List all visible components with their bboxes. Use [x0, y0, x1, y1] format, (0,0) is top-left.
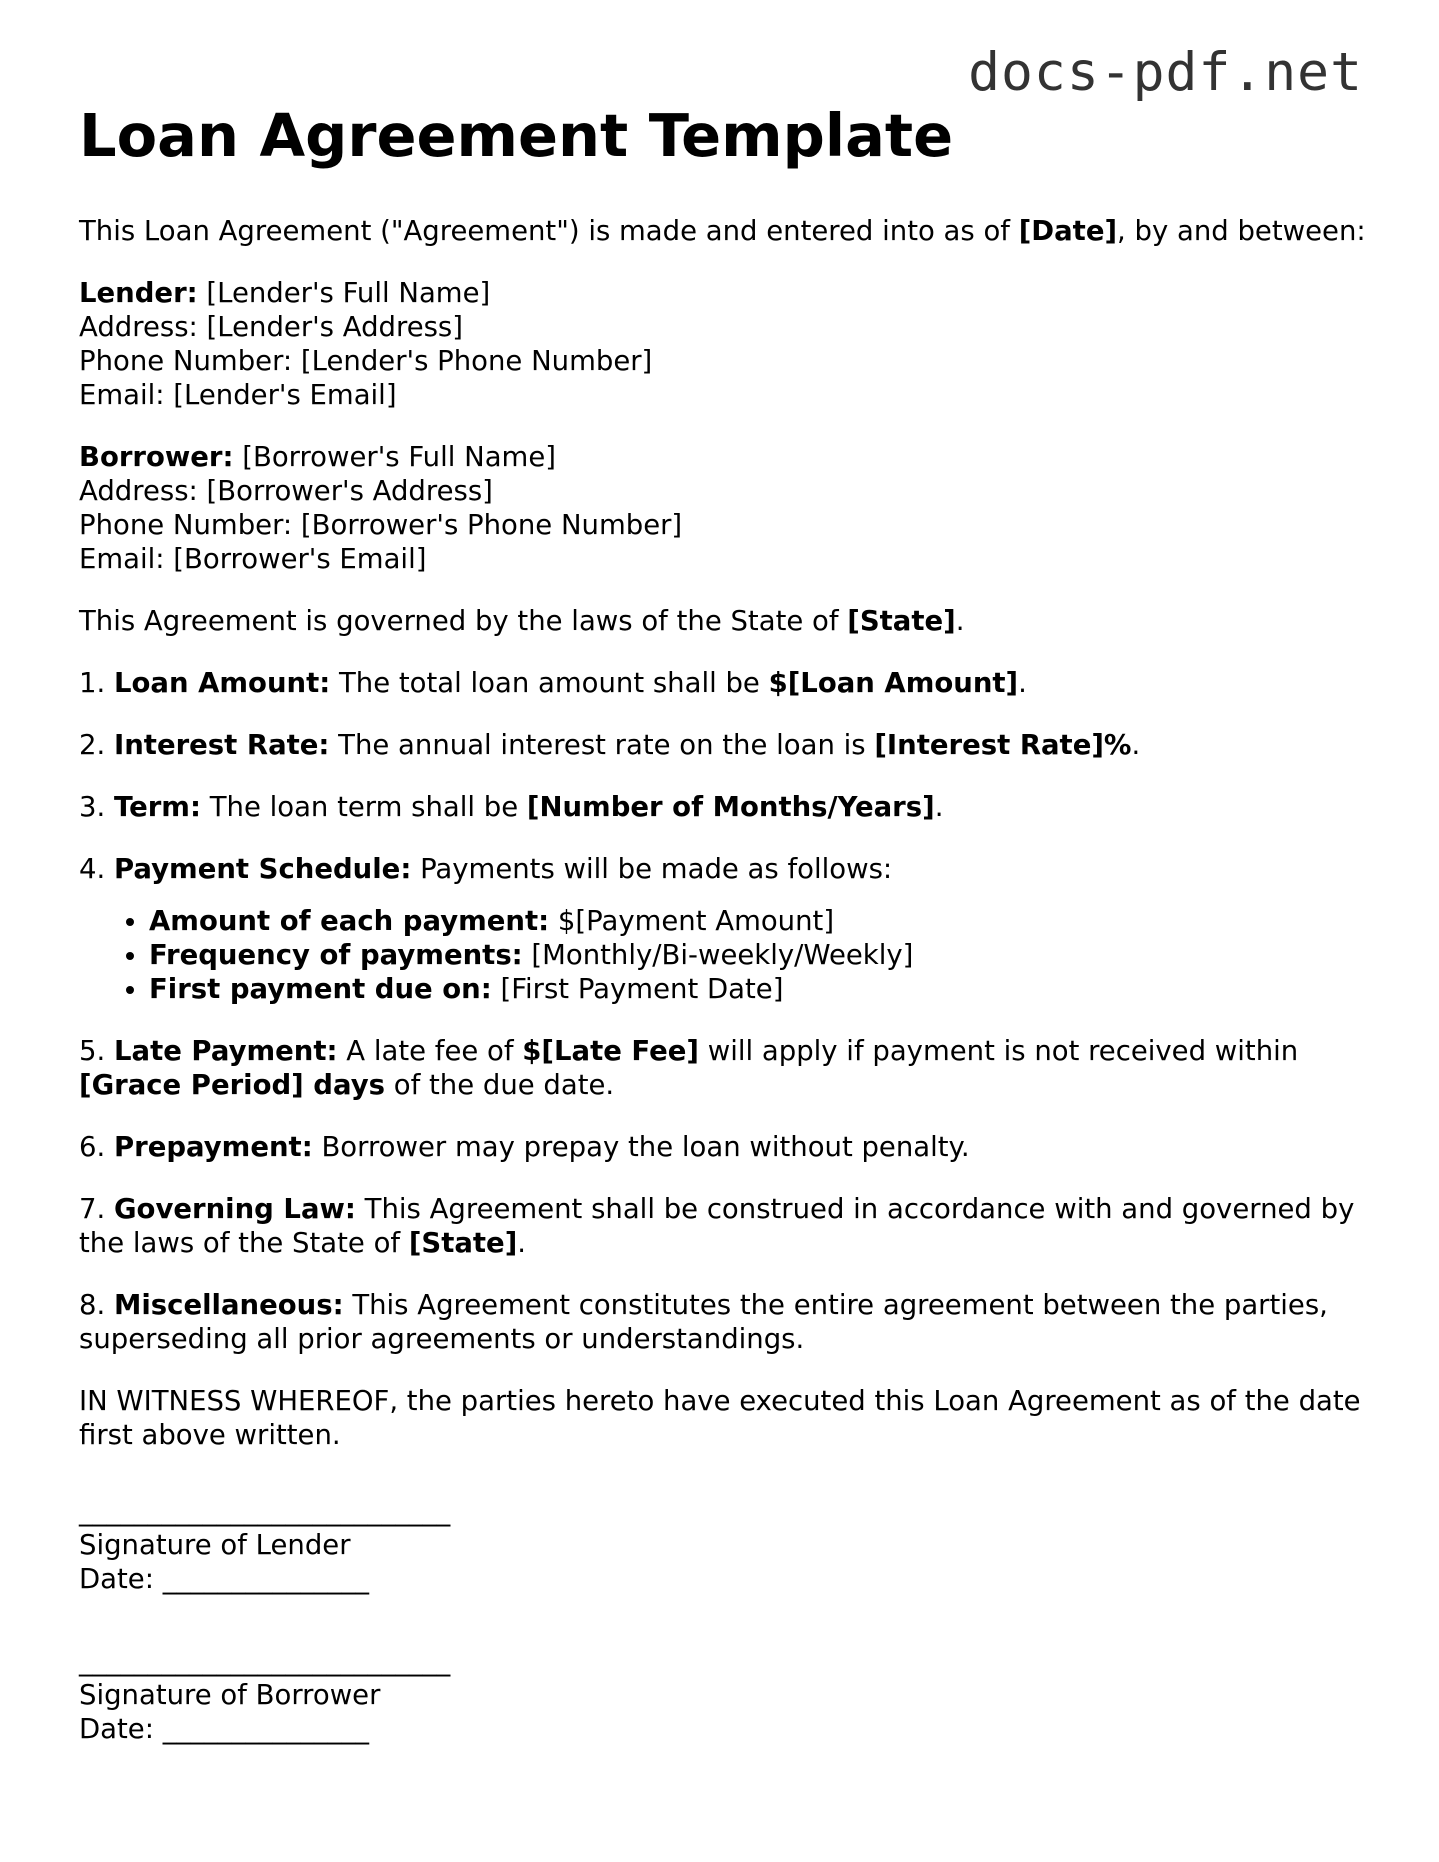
list-item [149, 904, 1369, 938]
clause-text-2: will apply if payment is not received within [698, 1035, 1299, 1067]
clause-late-payment [79, 1034, 1369, 1102]
clause-number: 5. [79, 1035, 114, 1067]
clause-loan-amount [79, 666, 1369, 700]
clause-prepayment [79, 1130, 1369, 1164]
clause-value: $[Loan Amount] [768, 667, 1019, 699]
governed-state: [State] [847, 605, 956, 637]
clause-payment-schedule [79, 852, 1369, 886]
clause-interest-rate [79, 728, 1369, 762]
list-item-value: $[Payment Amount] [549, 905, 835, 937]
signature-spacer [79, 1596, 1369, 1644]
lender-address: Address: [Lender's Address] [79, 311, 463, 343]
list-item-value: [First Payment Date] [491, 973, 784, 1005]
document-body [79, 100, 1369, 1746]
clause-text: The annual interest rate on the loan is [329, 729, 875, 761]
list-item-label: First payment due on: [149, 973, 492, 1005]
clause-text: A late fee of [337, 1035, 523, 1067]
clause-text: Payments will be made as follows: [411, 853, 893, 885]
lender-name-line [79, 276, 1369, 310]
intro-paragraph [79, 214, 1369, 248]
borrower-signature-block [79, 1644, 1369, 1746]
clause-value: [Interest Rate]% [874, 729, 1132, 761]
lender-email: Email: [Lender's Email] [79, 379, 397, 411]
borrower-email: Email: [Borrower's Email] [79, 543, 427, 575]
clause-number: 6. [79, 1131, 114, 1163]
clause-end: . [1131, 729, 1141, 761]
clause-label: Miscellaneous: [113, 1289, 344, 1321]
clause-number: 2. [79, 729, 114, 761]
clause-text: The total loan amount shall be [330, 667, 769, 699]
borrower-date-line: Date: _______________ [79, 1713, 369, 1745]
clause-miscellaneous [79, 1288, 1369, 1356]
witness-paragraph: IN WITNESS WHEREOF, the parties hereto have executed this Loan Agreement as of the date first above written. [79, 1385, 1361, 1451]
clause-label: Term: [113, 791, 201, 823]
borrower-signature-label: Signature of Borrower [79, 1679, 381, 1711]
clause-number: 1. [79, 667, 114, 699]
clause-value: [Number of Months/Years] [526, 791, 935, 823]
clause-end: . [517, 1227, 527, 1259]
watermark: docs-pdf.net [968, 42, 1363, 103]
clause-end: of the due date. [385, 1069, 615, 1101]
lender-date-line: Date: _______________ [79, 1563, 369, 1595]
clause-end: . [1018, 667, 1027, 699]
governed-text: This Agreement is governed by the laws of the State of [79, 605, 848, 637]
borrower-address: Address: [Borrower's Address] [79, 475, 493, 507]
lender-label: Lender: [79, 277, 198, 309]
lender-block [79, 276, 1369, 412]
borrower-name-line [79, 440, 1369, 474]
payment-schedule-list [79, 904, 1369, 1006]
lender-name: [Lender's Full Name] [197, 277, 491, 309]
document-title: Loan Agreement Template [79, 101, 954, 170]
clause-text: Borrower may prepay the loan without penalty. [312, 1131, 970, 1163]
clause-governing-law [79, 1192, 1369, 1260]
lender-signature-line: ___________________________ [79, 1495, 451, 1527]
clause-label: Payment Schedule: [113, 853, 412, 885]
lender-signature-block [79, 1494, 1369, 1596]
list-item [149, 972, 1369, 1006]
borrower-signature-line: ___________________________ [79, 1645, 451, 1677]
borrower-block [79, 440, 1369, 576]
governed-end: . [955, 605, 965, 637]
clause-label: Loan Amount: [113, 667, 331, 699]
date-placeholder: [Date] [1018, 215, 1118, 247]
clause-number: 4. [79, 853, 114, 885]
governed-paragraph [79, 604, 1369, 638]
borrower-name: [Borrower's Full Name] [233, 441, 556, 473]
borrower-phone: Phone Number: [Borrower's Phone Number] [79, 509, 683, 541]
clause-label: Governing Law: [113, 1193, 356, 1225]
intro-text: This Loan Agreement ("Agreement") is made and entered into as of [79, 215, 1019, 247]
clause-text: The loan term shall be [200, 791, 527, 823]
list-item-label: Frequency of payments: [149, 939, 523, 971]
clause-label: Prepayment: [113, 1131, 313, 1163]
list-item [149, 938, 1369, 972]
clause-label: Interest Rate: [113, 729, 330, 761]
clause-text: This Agreement shall be construed in accordance with and governed by the laws of the State of [79, 1193, 1355, 1259]
lender-signature-label: Signature of Lender [79, 1529, 351, 1561]
clause-number: 7. [79, 1193, 114, 1225]
clause-text: This Agreement constitutes the entire agreement between the parties, superseding all prior agreements or understandings. [79, 1289, 1328, 1355]
clause-term [79, 790, 1369, 824]
late-fee-value: $[Late Fee] [522, 1035, 699, 1067]
clause-number: 8. [79, 1289, 114, 1321]
clause-value: [State] [408, 1227, 518, 1259]
lender-phone: Phone Number: [Lender's Phone Number] [79, 345, 653, 377]
clause-label: Late Payment: [113, 1035, 338, 1067]
grace-period-value: [Grace Period] days [79, 1069, 385, 1101]
list-item-value: [Monthly/Bi-weekly/Weekly] [522, 939, 914, 971]
clause-end: . [934, 791, 944, 823]
list-item-label: Amount of each payment: [149, 905, 550, 937]
clause-number: 3. [79, 791, 114, 823]
borrower-label: Borrower: [79, 441, 234, 473]
intro-text-end: , by and between: [1117, 215, 1366, 247]
